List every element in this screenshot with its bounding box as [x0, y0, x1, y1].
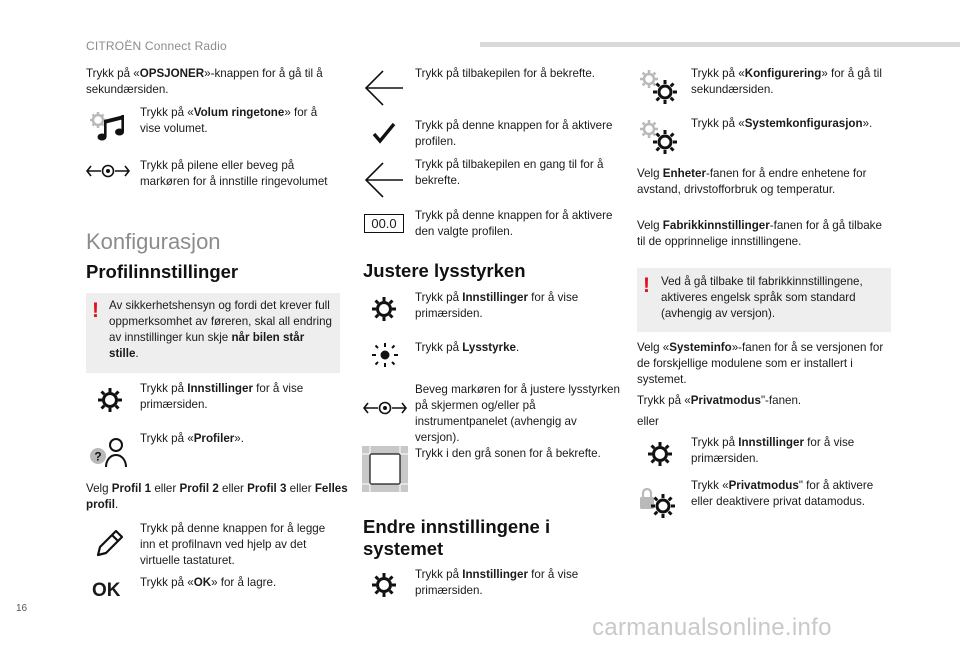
private-settings-item: Trykk på Innstillinger for å vise primærsiden.	[691, 436, 855, 465]
options-paragraph: Trykk på «OPSJONER»-knappen for å gå til å sekundærsiden.	[86, 67, 323, 96]
back-arrow-item-1: Trykk på tilbakepilen for å bekrefte.	[415, 67, 596, 80]
move-cursor-item: Beveg markøren for å justere lysstyrken på skjermen og/eller på instrumentpanelet (avhengig av versjon).	[415, 383, 620, 444]
system-settings-item: Trykk på Innstillinger for å vise primærsiden.	[415, 568, 579, 597]
left-right-arrows-icon	[86, 161, 130, 181]
or-text: eller	[637, 415, 659, 428]
private-paragraph: Trykk på «Privatmodus"-fanen.	[637, 394, 802, 407]
gear-icon	[646, 440, 674, 468]
brightness-settings-item: Trykk på Innstillinger for å vise primærsiden.	[415, 291, 579, 320]
watermark: carmanualsonline.info	[592, 614, 832, 641]
grey-zone-item: Trykk i den grå sonen for å bekrefte.	[415, 447, 601, 460]
factory-note-text: Ved å gå tilbake til fabrikkinnstillingene, aktiveres engelsk språk som standard (avhengig av versjon).	[661, 275, 863, 320]
warning-icon: !	[92, 299, 99, 322]
section-title-system-2: systemet	[363, 538, 444, 559]
profiles-item: Trykk på «Profiler».	[140, 432, 244, 445]
section-title-brightness: Justere lysstyrken	[363, 260, 526, 281]
back-arrow-icon	[363, 68, 405, 108]
dual-gear-icon	[638, 118, 682, 156]
ok-icon: OK	[92, 580, 121, 601]
header-title: CITROËN Connect Radio	[86, 39, 227, 53]
ok-item: Trykk på «OK» for å lagre.	[140, 576, 277, 589]
back-arrow-icon	[363, 160, 405, 200]
svg-text:?: ?	[94, 449, 102, 464]
dual-gear-icon	[638, 68, 682, 106]
factory-note	[637, 268, 891, 332]
gear-icon	[96, 386, 124, 414]
warning-text: Av sikkerhetshensyn og fordi det krever full oppmerksomhet av føreren, skal all endring av innstillinger kun skje når bilen står stille.	[109, 299, 332, 360]
lock-gear-icon	[638, 484, 678, 520]
checkmark-icon	[372, 122, 396, 144]
brightness-item: Trykk på Lysstyrke.	[415, 341, 520, 354]
select-profile-paragraph: Velg Profil 1 eller Profil 2 eller Profil 3 eller Felles profil.	[86, 482, 348, 511]
factory-paragraph: Velg Fabrikkinnstillinger-fanen for å gå tilbake til de opprinnelige innstillingene.	[637, 219, 882, 248]
configuration-item: Trykk på «Konfigurering» for å gå til sekundærsiden.	[691, 67, 882, 96]
profile-question-icon	[88, 436, 128, 468]
counter-icon: 00.0	[364, 214, 404, 233]
brightness-icon	[370, 342, 400, 368]
header-divider	[480, 42, 960, 47]
units-paragraph: Velg Enheter-fanen for å endre enhetene for avstand, drivstofforbruk og temperatur.	[637, 167, 867, 196]
warning-icon: !	[643, 274, 650, 297]
pencil-icon	[94, 527, 126, 559]
warning-note	[86, 293, 340, 373]
section-title-system-1: Endre innstillingene i	[363, 516, 551, 537]
private-mode-item: Trykk «Privatmodus" for å aktivere eller deaktivere privat datamodus.	[691, 479, 874, 508]
grey-zone-icon	[362, 446, 408, 492]
music-note-settings-icon	[88, 110, 128, 142]
settings-item: Trykk på Innstillinger for å vise primærsiden.	[140, 382, 304, 411]
system-configuration-item: Trykk på «Systemkonfigurasjon».	[691, 117, 873, 130]
gear-icon	[370, 295, 398, 323]
pencil-item: Trykk på denne knappen for å legge inn et profilnavn ved hjelp av det virtuelle tastaturet.	[140, 522, 326, 567]
sysinfo-paragraph: Velg «Systeminfo»-fanen for å se versjonen for de forskjellige modulene som er installert i systemet.	[637, 341, 884, 386]
subsection-title-profiles: Profilinnstillinger	[86, 261, 239, 282]
page-number: 16	[16, 603, 28, 614]
volume-item: Trykk på «Volum ringetone» for å vise volumet.	[140, 106, 318, 135]
back-arrow-item-2: Trykk på tilbakepilen en gang til for å bekrefte.	[415, 158, 604, 187]
arrows-item: Trykk på pilene eller beveg på markøren for å innstille ringevolumet	[140, 159, 328, 188]
check-item: Trykk på denne knappen for å aktivere profilen.	[415, 119, 613, 148]
gear-icon	[370, 571, 398, 599]
counter-item: Trykk på denne knappen for å aktivere den valgte profilen.	[415, 209, 613, 238]
left-right-arrows-icon	[363, 398, 407, 418]
section-title-konfigurasjon: Konfigurasjon	[86, 229, 221, 254]
